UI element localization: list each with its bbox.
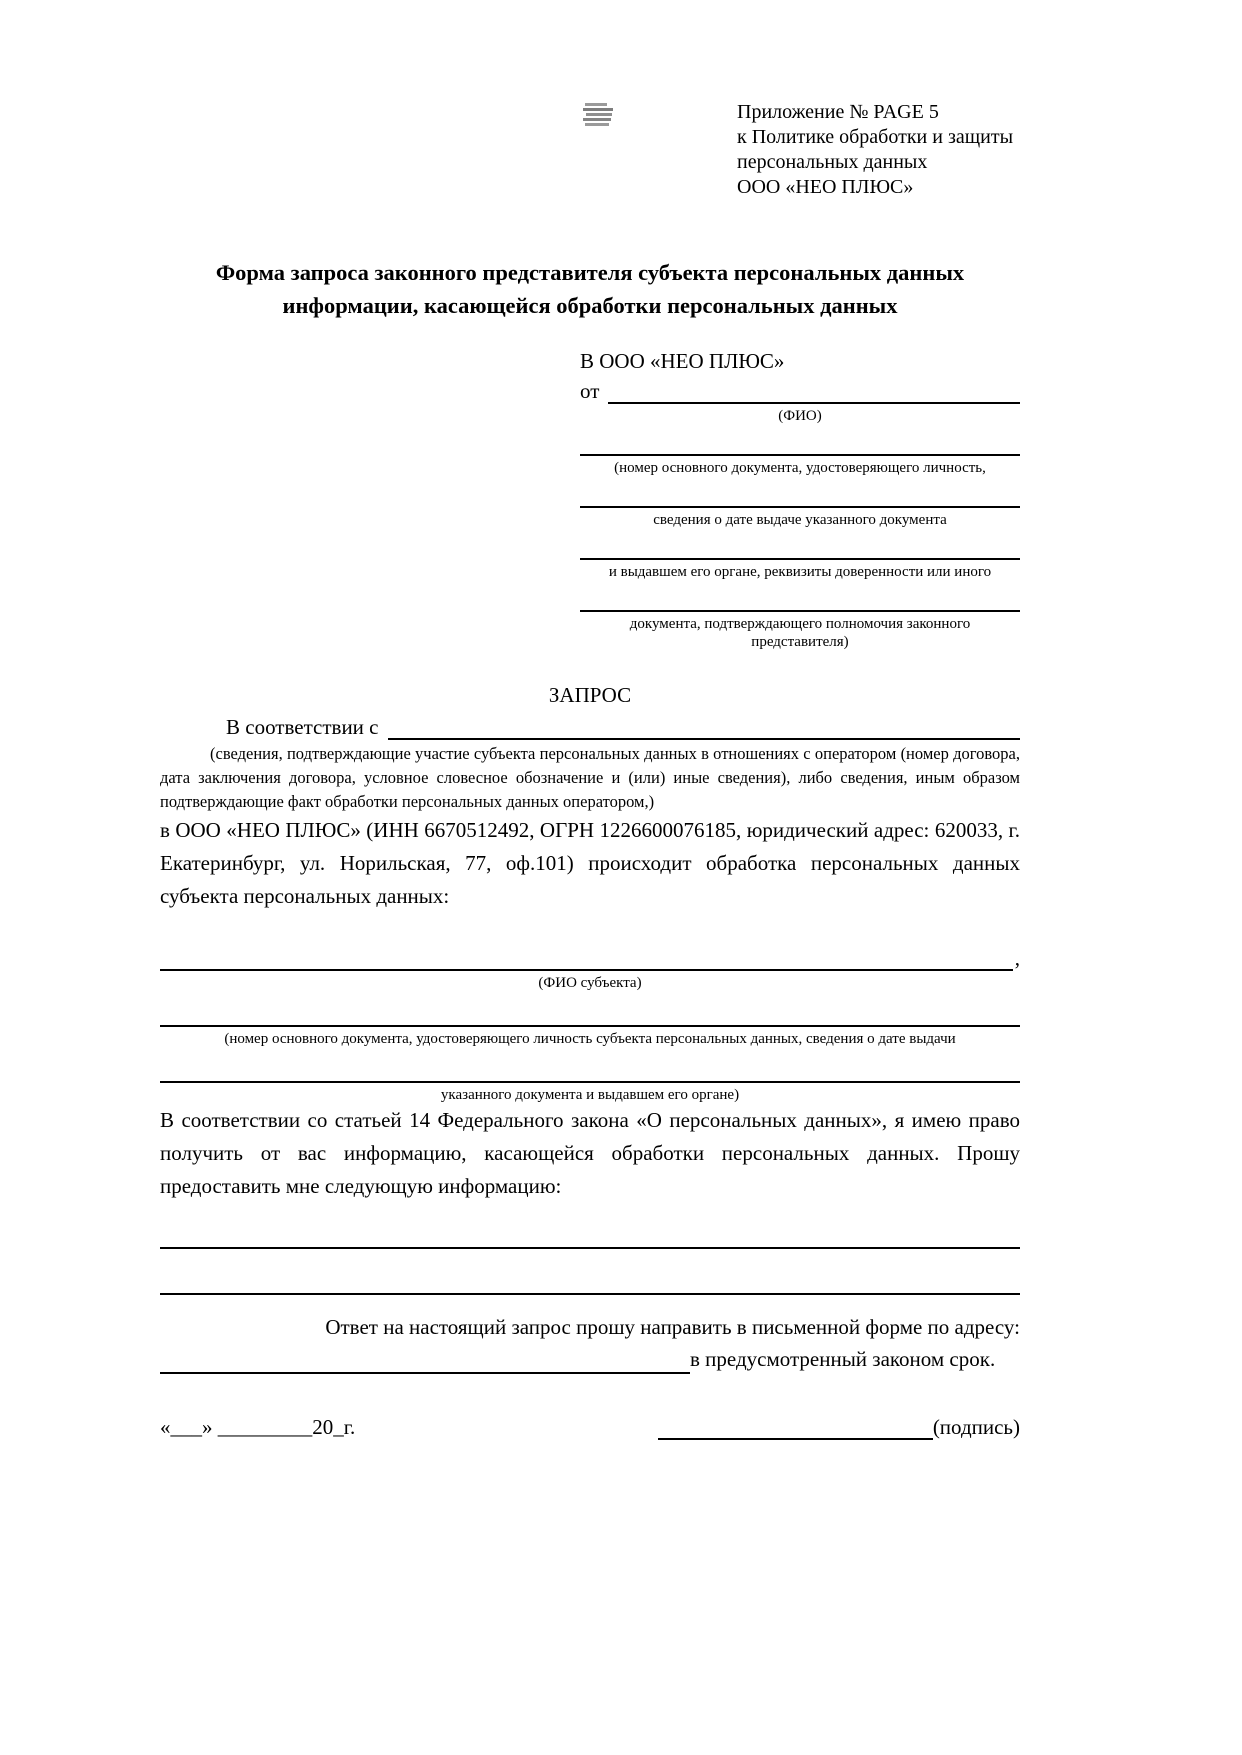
doc-issue-date-field-line[interactable] — [580, 477, 1020, 508]
subject-fio-caption: (ФИО субъекта) — [538, 975, 642, 991]
doc-issue-date-caption: сведения о дате выдаче указанного документа — [653, 512, 947, 528]
document-title-line-1: Форма запроса законного представителя субъекта персональных данных — [215, 260, 965, 285]
from-label: от — [580, 379, 600, 403]
power-of-attorney-caption: документа, подтверждающего полномочия законного представителя) — [629, 616, 971, 650]
request-heading: ЗАПРОС — [548, 683, 632, 707]
appendix-line-1: Приложение № PAGE 5 — [737, 101, 939, 123]
accordance-label: В соответствии с — [226, 715, 379, 739]
document-title-line-2: информации, касающейся обработки персональных данных — [282, 293, 898, 318]
doc-authority-caption: и выдавшем его органе, реквизиты доверенности или иного — [608, 564, 992, 580]
text-lines-icon — [583, 102, 615, 130]
doc-authority-field-line[interactable] — [580, 529, 1020, 560]
doc-number-caption: (номер основного документа, удостоверяющего личность, — [614, 460, 986, 476]
basis-field-line[interactable] — [388, 714, 1021, 740]
subject-doc-field-line[interactable] — [160, 992, 1020, 1027]
fio-caption: (ФИО) — [778, 408, 822, 424]
reply-instruction: Ответ на настоящий запрос прошу направить в письменной форме по адресу: — [325, 1315, 1020, 1339]
doc-number-field-line[interactable] — [580, 425, 1020, 456]
subject-doc-caption-2: указанного документа и выдавшем его органе) — [440, 1087, 740, 1103]
appendix-block — [737, 100, 1020, 200]
operator-paragraph: в ООО «НЕО ПЛЮС» (ИНН 6670512492, ОГРН 1226600076185, юридический адрес: 620033, г. Екатеринбург, ул. Норильская, 77, оф.101) происходит обработка персональных данных субъекта персональных данных: — [160, 818, 1020, 908]
addressee-block — [580, 348, 1020, 651]
requested-info-field-line-2[interactable] — [160, 1249, 1020, 1295]
basis-note: (сведения, подтверждающие участие субъекта персональных данных в отношениях с оператором (номер договора, дата заключения договора, условное словесное обозначение и (или) иные сведения), либо сведения, иным образом подтверждающие факт обработки персональных данных оператором,) — [160, 744, 1020, 811]
law-paragraph: В соответствии со статьей 14 Федерального закона «О персональных данных», я имею право получить от вас информацию, касающейся обработки персональных данных. Прошу предоставить мне следующую информацию: — [160, 1108, 1020, 1198]
subject-comma: , — [1014, 946, 1020, 970]
reply-address-field-line[interactable] — [160, 1348, 690, 1374]
reply-suffix: в предусмотренный законом срок. — [690, 1347, 996, 1371]
document-title — [160, 256, 1020, 322]
signature-caption: (подпись) — [932, 1415, 1020, 1439]
subject-fio-field-line[interactable] — [160, 939, 1013, 971]
subject-doc-caption-1: (номер основного документа, удостоверяющего личность субъекта персональных данных, сведения о дате выдачи — [224, 1031, 956, 1047]
appendix-line-2: к Политике обработки и защиты — [737, 126, 1014, 148]
addressee-to: В ООО «НЕО ПЛЮС» — [580, 349, 785, 373]
signature-field-line[interactable] — [658, 1414, 933, 1440]
subject-doc-authority-field-line[interactable] — [160, 1048, 1020, 1083]
date-line: «___» _________20_г. — [160, 1415, 356, 1439]
requested-info-field-line-1[interactable] — [160, 1203, 1020, 1249]
power-of-attorney-field-line[interactable] — [580, 581, 1020, 612]
appendix-line-3: персональных данных — [737, 151, 928, 173]
representative-fio-field-line[interactable] — [608, 378, 1020, 404]
appendix-line-4: ООО «НЕО ПЛЮС» — [737, 176, 914, 198]
